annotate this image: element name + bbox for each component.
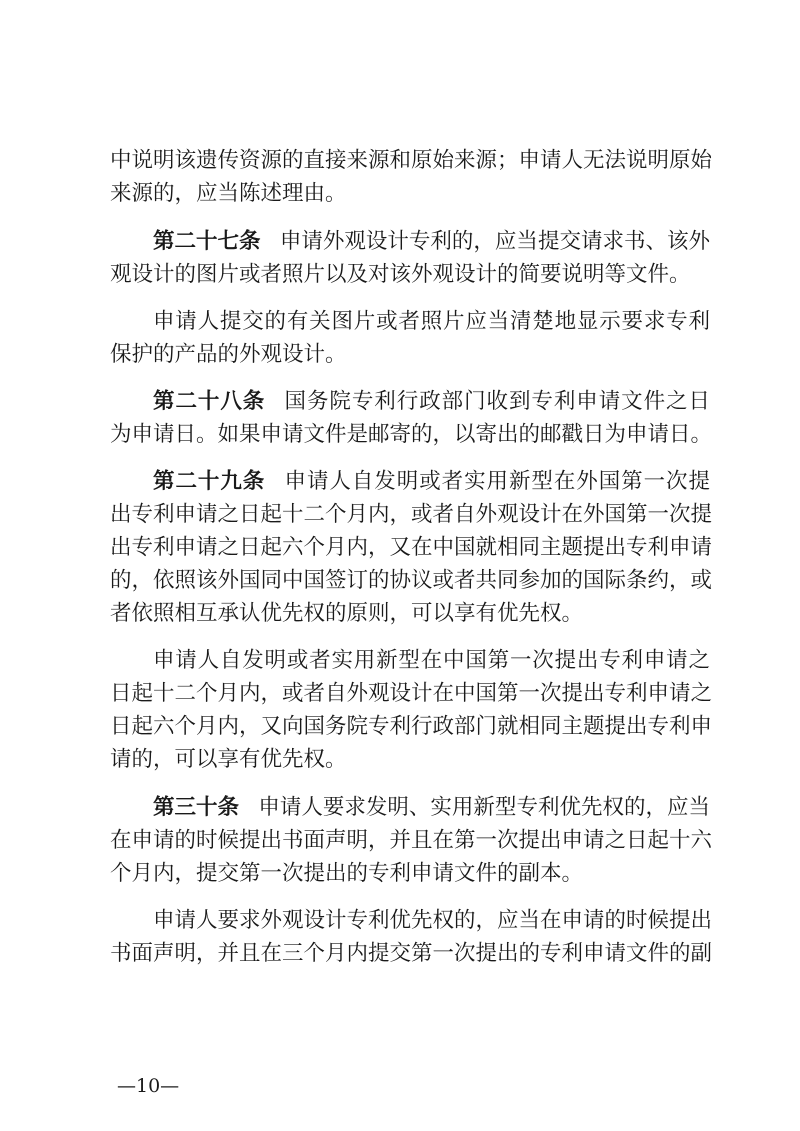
text-line: 者依照相互承认优先权的原则，可以享有优先权。 xyxy=(110,601,584,626)
article-heading: 第二十八条 xyxy=(153,389,266,414)
text-line: 来源的，应当陈述理由。 xyxy=(110,181,347,206)
article-text: 申请人要求发明、实用新型专利优先权的，应当 xyxy=(258,795,710,820)
text-line: 出专利申请之日起六个月内，又在中国就相同主题提出专利申请 xyxy=(110,535,713,560)
article-text: 申请外观设计专利的，应当提交请求书、该外 xyxy=(279,229,710,254)
article-paragraph-start xyxy=(153,471,710,493)
article-text: 申请人自发明或者实用新型在外国第一次提 xyxy=(284,469,710,494)
paragraph-start: 申请人自发明或者实用新型在中国第一次提出专利申请之 xyxy=(153,648,710,673)
text-line: 日起十二个月内，或者自外观设计在中国第一次提出专利申请之 xyxy=(110,681,713,706)
paragraph-start: 申请人要求外观设计专利优先权的，应当在申请的时候提出 xyxy=(153,908,713,933)
page-number: —10— xyxy=(117,1075,180,1097)
text-line: 的，依照该外国同中国签订的协议或者共同参加的国际条约，或 xyxy=(110,568,713,593)
article-paragraph-start xyxy=(153,391,710,413)
paragraph-start: 申请人提交的有关图片或者照片应当清楚地显示要求专利 xyxy=(153,309,710,334)
text-line: 书面声明，并且在三个月内提交第一次提出的专利申请文件的副 xyxy=(110,941,713,966)
text-line: 保护的产品的外观设计。 xyxy=(110,342,347,367)
text-line: 观设计的图片或者照片以及对该外观设计的简要说明等文件。 xyxy=(110,262,691,287)
text-line: 中说明该遗传资源的直接来源和原始来源；申请人无法说明原始 xyxy=(110,148,713,173)
text-line: 出专利申请之日起十二个月内，或者自外观设计在外国第一次提 xyxy=(110,502,713,527)
article-paragraph-start xyxy=(153,797,710,819)
article-heading: 第二十七条 xyxy=(153,229,261,254)
article-text: 国务院专利行政部门收到专利申请文件之日 xyxy=(284,389,710,414)
text-line: 为申请日。如果申请文件是邮寄的，以寄出的邮戳日为申请日。 xyxy=(110,422,713,447)
article-heading: 第二十九条 xyxy=(153,469,266,494)
article-heading: 第三十条 xyxy=(153,795,240,820)
text-line: 日起六个月内，又向国务院专利行政部门就相同主题提出专利申 xyxy=(110,714,713,739)
text-line: 在申请的时候提出书面声明，并且在第一次提出申请之日起十六 xyxy=(110,828,713,853)
text-line: 请的，可以享有优先权。 xyxy=(110,747,347,772)
article-paragraph-start xyxy=(153,231,710,253)
text-line: 个月内，提交第一次提出的专利申请文件的副本。 xyxy=(110,861,584,886)
